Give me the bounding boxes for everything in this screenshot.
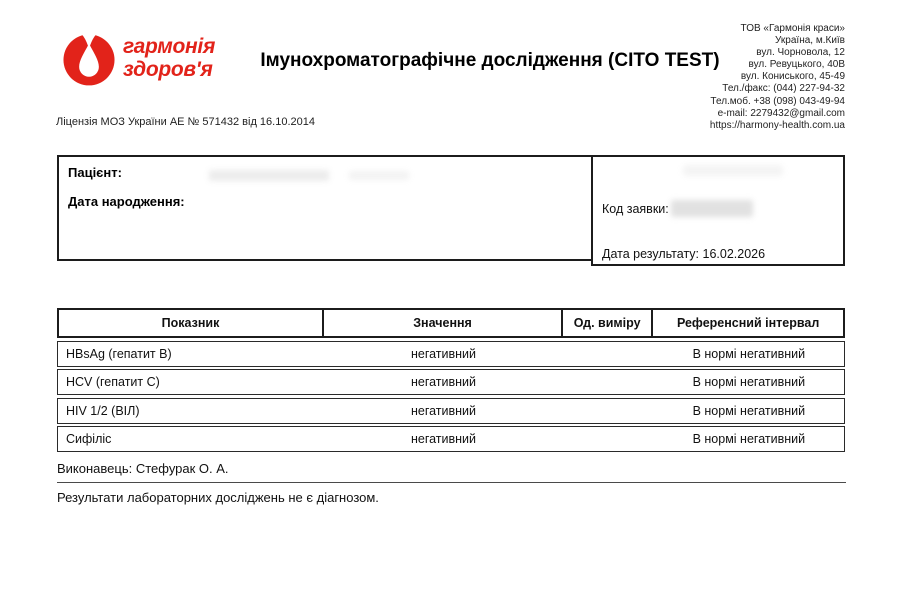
table-row xyxy=(57,426,845,452)
redacted-patient-name xyxy=(209,170,329,181)
contact-email: e-mail: 2279432@gmail.com xyxy=(717,107,845,119)
redacted-request-header xyxy=(683,165,783,176)
cell-reference: В нормі негативний xyxy=(692,375,806,389)
header-unit: Од. виміру xyxy=(563,310,653,336)
table-row xyxy=(57,341,845,367)
redacted-patient-name-2 xyxy=(349,171,409,180)
cell-indicator: HIV 1/2 (ВІЛ) xyxy=(66,403,140,418)
clinic-contact-block xyxy=(710,23,845,132)
license-line: Ліцензія МОЗ України АЕ № 571432 від 16.10.2014 xyxy=(56,116,315,128)
request-info-box xyxy=(591,155,845,266)
cell-reference: В нормі негативний xyxy=(692,432,806,446)
cell-value: негативний xyxy=(410,346,477,361)
result-date-line: Дата результату: 16.02.2026 xyxy=(602,247,766,261)
contact-phone-mobile: Тел.моб. +38 (098) 043-49-94 xyxy=(710,95,845,107)
header-indicator: Показник xyxy=(59,310,324,336)
cell-value: негативний xyxy=(410,375,477,389)
footer-divider xyxy=(57,482,846,483)
disclaimer-line: Результати лабораторних досліджень не є діагнозом. xyxy=(57,490,379,505)
logo-word-1: гармонія xyxy=(123,35,216,58)
cell-value: негативний xyxy=(410,403,477,418)
results-table xyxy=(57,308,845,452)
executor-line: Виконавець: Стефурак О. А. xyxy=(57,461,229,476)
cell-reference: В нормі негативний xyxy=(692,403,806,418)
heart-drop-icon xyxy=(60,27,118,87)
contact-country: Україна, м.Київ xyxy=(775,35,845,47)
contact-company: ТОВ «Гармонія краси» xyxy=(740,23,845,34)
document-title: Імунохроматографічне дослідження (CITO TEST) xyxy=(260,50,720,71)
logo-word-2: здоров'я xyxy=(123,58,213,81)
table-row xyxy=(57,369,845,395)
contact-address-3: вул. Кониського, 45-49 xyxy=(740,71,845,83)
contact-phone-fax: Тел./факс: (044) 227-94-32 xyxy=(722,83,845,95)
birth-date-label: Дата народження: xyxy=(68,194,185,209)
contact-website: https://harmony-health.com.ua xyxy=(709,119,845,131)
results-table-header xyxy=(57,308,845,338)
cell-indicator: HBsAg (гепатит B) xyxy=(66,346,172,361)
contact-address-2: вул. Ревуцького, 40В xyxy=(748,59,845,71)
cell-indicator: Сифіліс xyxy=(66,432,112,446)
request-code-label: Код заявки: xyxy=(602,202,669,216)
patient-label: Пацієнт: xyxy=(68,165,122,180)
header-value: Значення xyxy=(324,310,563,336)
cell-value: негативний xyxy=(410,432,477,446)
clinic-logo xyxy=(60,27,215,87)
cell-indicator: HCV (гепатит C) xyxy=(66,375,160,389)
redacted-request-code xyxy=(671,200,753,217)
clinic-logo-text xyxy=(123,35,215,81)
patient-info-box xyxy=(57,155,593,261)
contact-address-1: вул. Чорновола, 12 xyxy=(756,47,845,59)
cell-reference: В нормі негативний xyxy=(692,346,806,361)
table-row xyxy=(57,398,845,424)
header-reference: Референсний інтервал xyxy=(676,316,820,330)
